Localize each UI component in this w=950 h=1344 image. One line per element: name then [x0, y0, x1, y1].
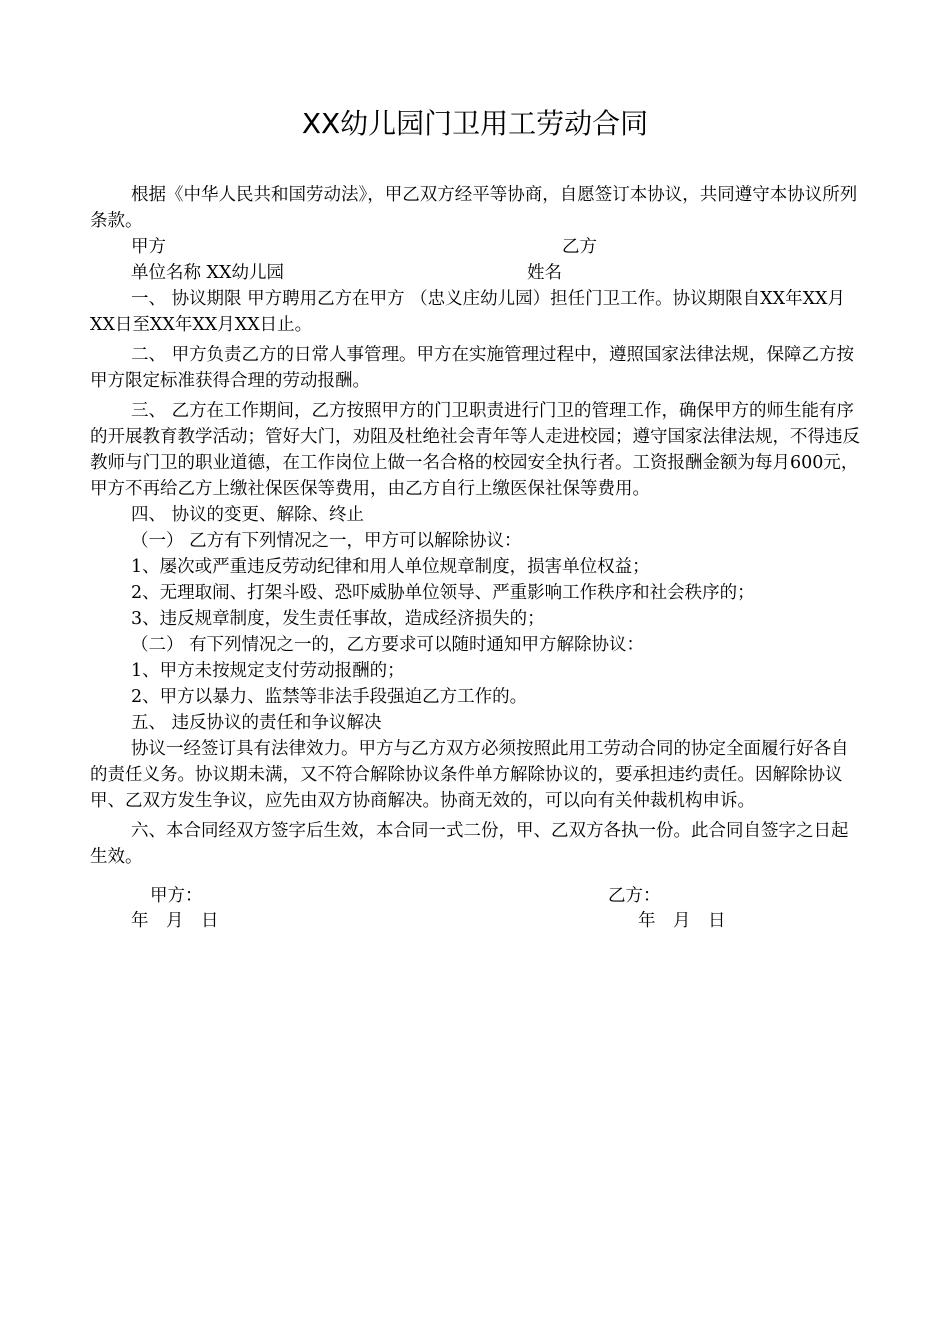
signature-party-b: 乙方：: [608, 886, 661, 906]
signature-date-a: 年 月 日: [131, 911, 219, 931]
clause-4-heading: 四、 协议的变更、解除、终止: [131, 505, 365, 525]
name-label: 姓名: [527, 263, 562, 283]
party-a-label: 甲方: [131, 237, 166, 257]
clause-4-sub-1-item: 3、违反规章制度，发生责任事故，造成经济损失的；: [131, 609, 545, 629]
party-b-label: 乙方: [562, 237, 597, 257]
unit-name-label: 单位名称 XX幼儿园: [131, 263, 284, 283]
clause-4-sub-2: （二） 有下列情况之一的，乙方要求可以随时通知甲方解除协议：: [131, 635, 645, 655]
signature-date-b: 年 月 日: [638, 911, 726, 931]
clause-4-sub-1: （一） 乙方有下列情况之一，甲方可以解除协议：: [131, 531, 522, 551]
clause-4-sub-1-item: 1、屡次或严重违反劳动纪律和用人单位规章制度，损害单位权益；: [131, 557, 650, 577]
clause-4-sub-1-item: 2、无理取闹、打架斗殴、恐吓威胁单位领导、严重影响工作秩序和社会秩序的；: [131, 583, 755, 603]
clause-5-body: 协议一经签订具有法律效力。甲方与乙方双方必须按照此用工劳动合同的协定全面履行好各自的责任义务。协议期未满，又不符合解除协议条件单方解除协议的，要承担违约责任。因解除协议甲、乙双方发生争议，应先由双方协商解决。协商无效的，可以向有关仲裁机构申诉。: [90, 739, 849, 811]
clause-1: 一、 协议期限 甲方聘用乙方在甲方 （忠义庄幼儿园）担任门卫工作。协议期限自XX年XX月XX日至XX年XX月XX日止。: [90, 289, 846, 335]
clause-4-sub-2-item: 1、甲方未按规定支付劳动报酬的；: [131, 661, 405, 681]
signature-party-a: 甲方：: [150, 886, 203, 906]
contract-body: [90, 182, 862, 870]
clause-6: 六、本合同经双方签字后生效，本合同一式二份，甲、乙双方各执一份。此合同自签字之日起生效。: [90, 821, 849, 867]
clause-4-sub-2-item: 2、甲方以暴力、监禁等非法手段强迫乙方工作的。: [131, 687, 528, 707]
intro-paragraph: 根据《中华人民共和国劳动法》，甲乙双方经平等协商，自愿签订本协议，共同遵守本协议所列条款。: [90, 185, 858, 231]
clause-5-heading: 五、 违反协议的责任和争议解决: [131, 713, 382, 733]
party-details-row: [90, 260, 862, 286]
clause-2: 二、 甲方负责乙方的日常人事管理。甲方在实施管理过程中，遵照国家法律法规，保障乙方按甲方限定标准获得合理的劳动报酬。: [90, 345, 855, 391]
document-title: XX幼儿园门卫用工劳动合同: [301, 107, 649, 140]
clause-3: 三、 乙方在工作期间，乙方按照甲方的门卫职责进行门卫的管理工作，确保甲方的师生能有序的开展教育教学活动；管好大门，劝阻及杜绝社会青年等人走进校园；遵守国家法律法规，不得违反教师与门卫的职业道德，在工作岗位上做一名合格的校园安全执行者。工资报酬金额为每月600元，甲方不再给乙方上缴社保医保等费用，由乙方自行上缴医保社保等费用。: [90, 401, 860, 499]
parties-row: [90, 234, 862, 260]
